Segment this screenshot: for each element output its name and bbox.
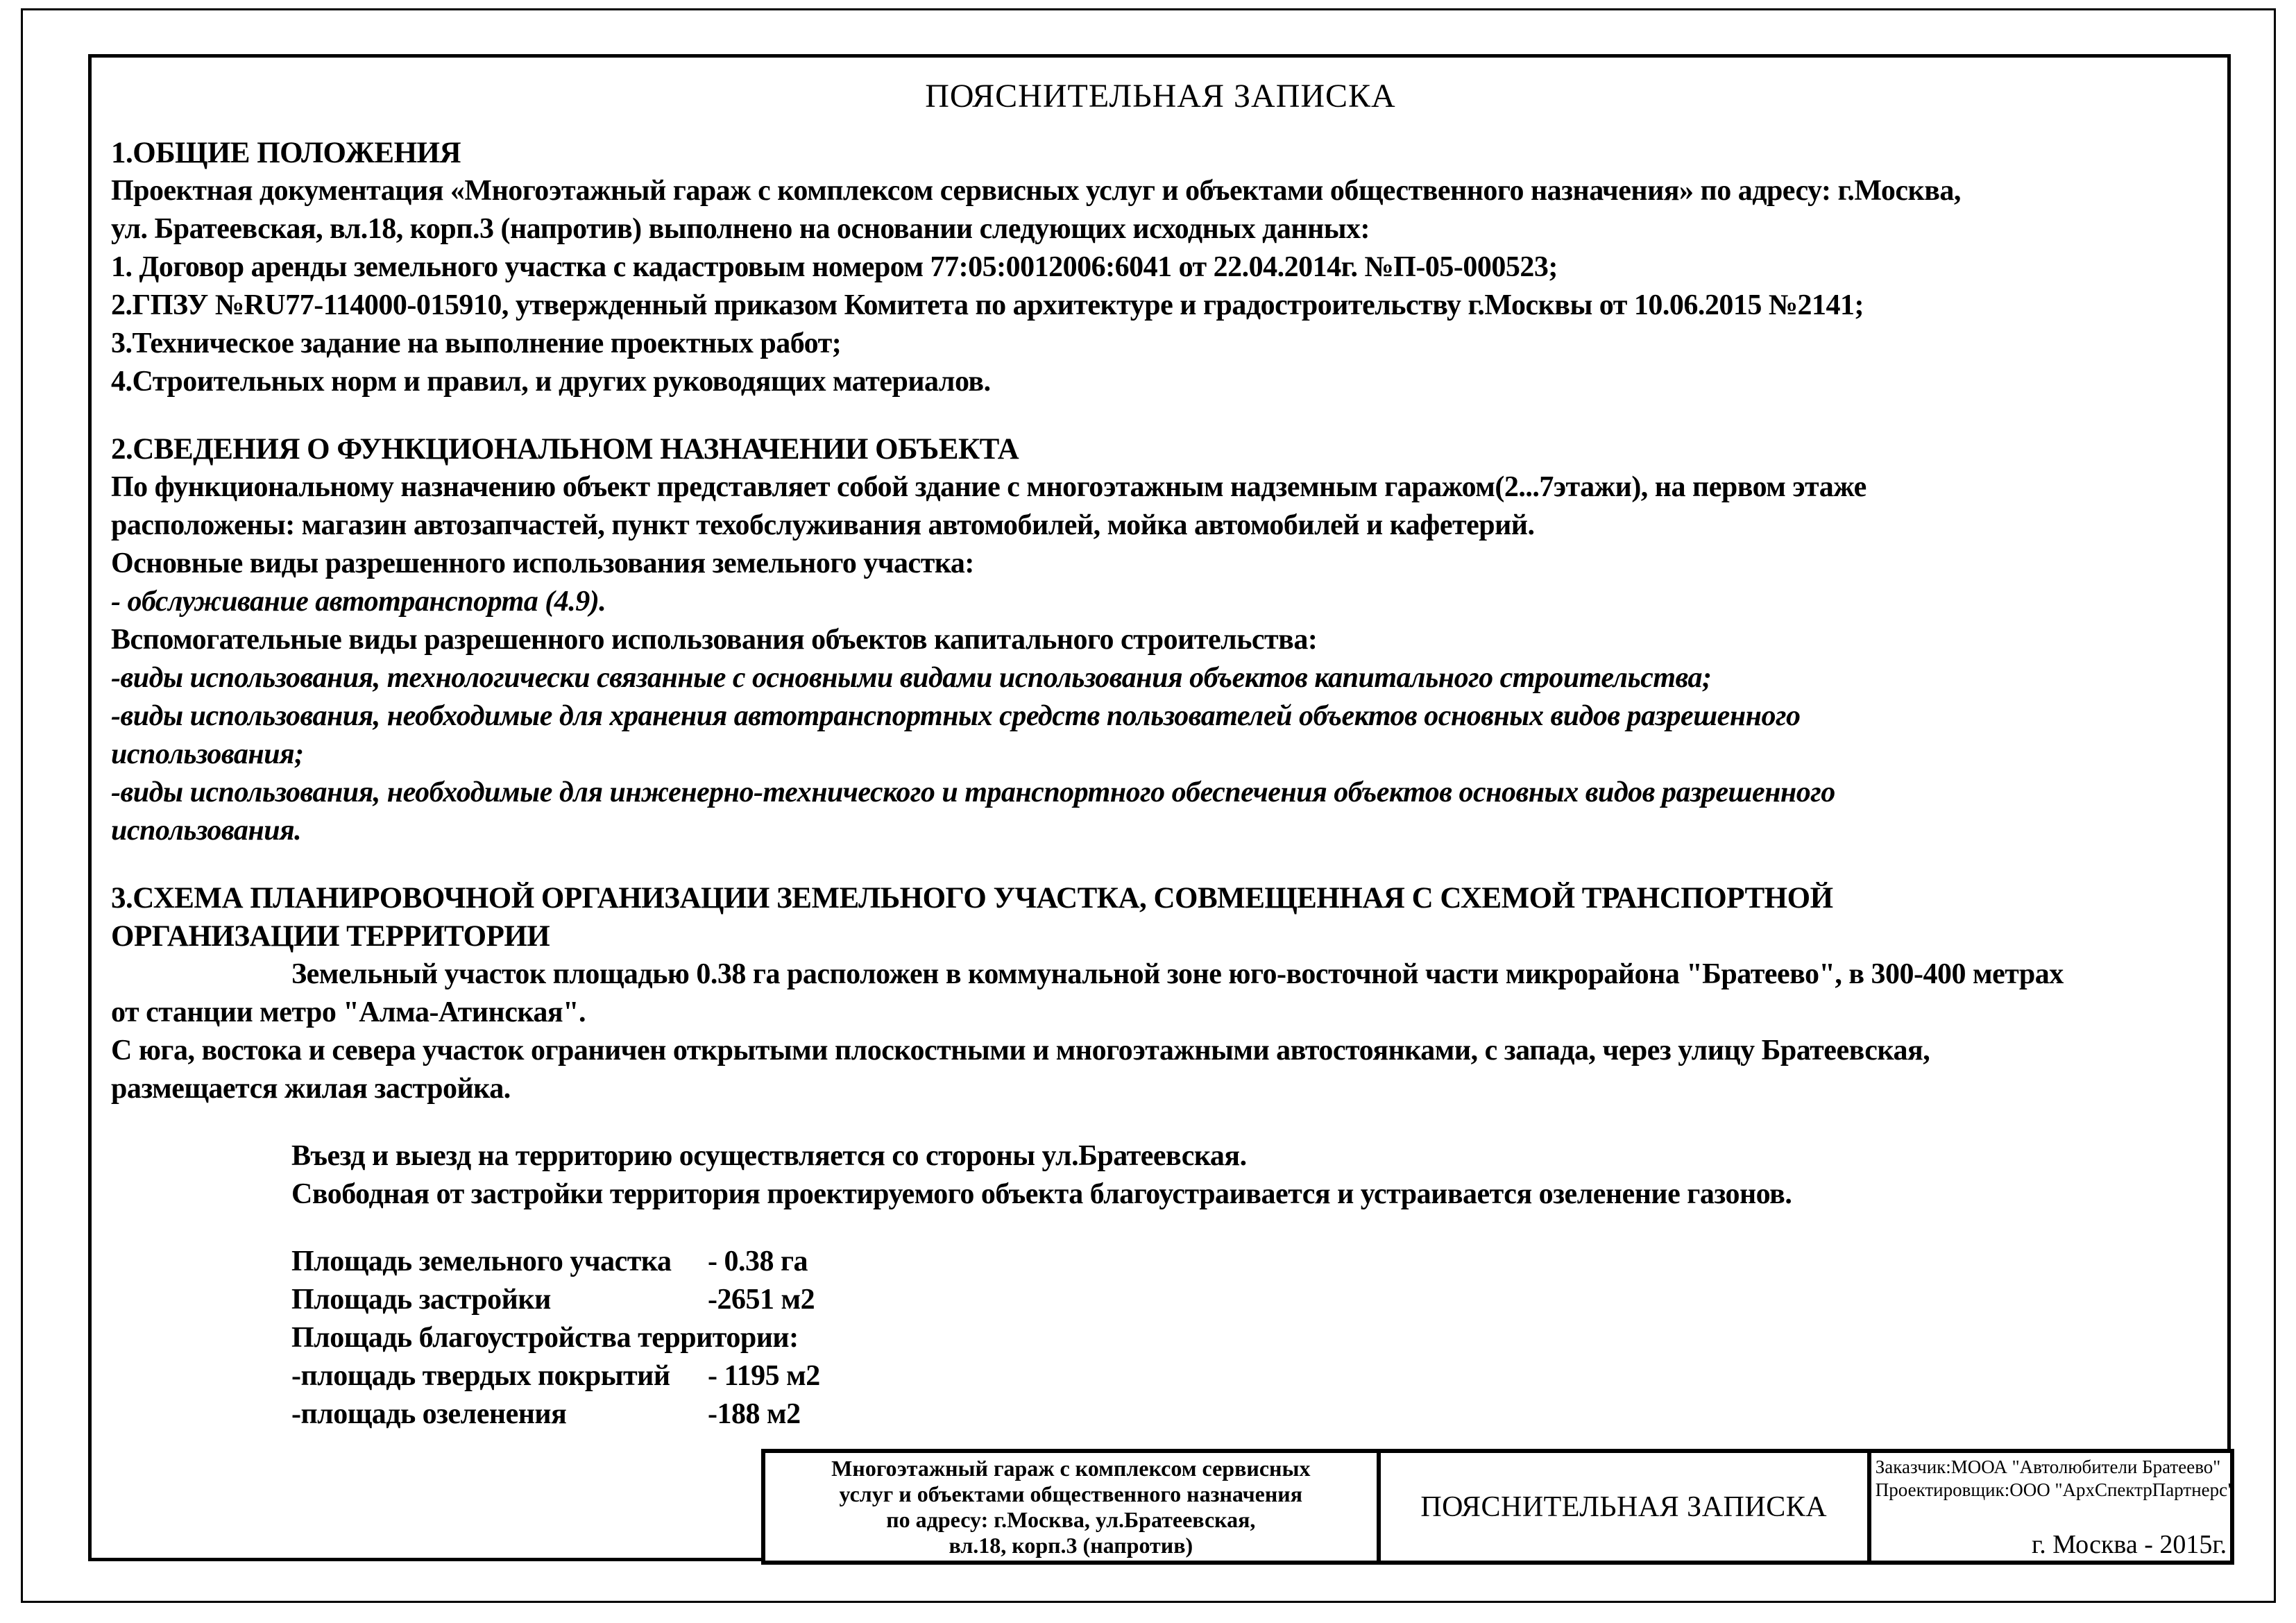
text-line: Проектная документация «Многоэтажный гараж с комплексом сервисных услуг и объектами общественного назначения» по адресу: г.Москва, xyxy=(111,175,1961,207)
text-line: Основные виды разрешенного использования земельного участка: xyxy=(111,547,974,579)
title-block-parties-cell xyxy=(1871,1453,2240,1561)
area-row xyxy=(291,1281,2210,1319)
area-value: -2651 м2 xyxy=(708,1284,815,1316)
area-row xyxy=(291,1319,2210,1357)
section-heading: 2.СВЕДЕНИЯ О ФУНКЦИОНАЛЬНОМ НАЗНАЧЕНИИ ОБЪЕКТА xyxy=(111,433,1019,466)
project-name-line: по адресу: г.Москва, ул.Братеевская, xyxy=(886,1506,1256,1532)
text-line: -виды использования, технологически связанные с основными видами использования объектов капитального строительства; xyxy=(111,662,1712,694)
text-line: использования; xyxy=(111,738,304,770)
text-line: -виды использования, необходимые для инженерно-технического и транспортного обеспечения объектов основных видов разрешенного xyxy=(111,776,1835,808)
area-value: -188 м2 xyxy=(708,1398,801,1430)
text-line: Земельный участок площадью 0.38 га расположен в коммунальной зоне юго-восточной части микрорайона "Братеево", в 300-400 метрах xyxy=(291,958,2064,990)
document-body xyxy=(111,134,2210,1434)
area-value: - 1195 м2 xyxy=(708,1360,820,1392)
designer-line: Проектировщик:ООО "АрхСпектрПартнерс" xyxy=(1875,1479,2236,1500)
area-row xyxy=(291,1243,2210,1281)
text-line: 4.Строительных норм и правил, и других руководящих материалов. xyxy=(111,366,991,398)
text-line: Въезд и выезд на территорию осуществляется со стороны ул.Братеевская. xyxy=(291,1140,1247,1172)
project-name-line: вл.18, корп.3 (напротив) xyxy=(949,1532,1193,1558)
text-line: 3.Техническое задание на выполнение проектных работ; xyxy=(111,328,842,359)
text-line: 2.ГПЗУ №RU77-114000-015910, утвержденный приказом Комитета по архитектуре и градостроительству г.Москвы от 10.06.2015 №2141; xyxy=(111,289,1864,321)
title-block xyxy=(761,1449,2234,1565)
area-label: Площадь земельного участка xyxy=(291,1246,672,1277)
area-label: Площадь застройки xyxy=(291,1284,551,1316)
area-label: -площадь озеленения xyxy=(291,1398,567,1430)
text-line: от станции метро "Алма-Атинская". xyxy=(111,996,586,1028)
text-line: использования. xyxy=(111,815,302,847)
customer-line: Заказчик:МООА "Автолюбители Братеево" xyxy=(1875,1456,2221,1477)
text-line: По функциональному назначению объект представляет собой здание с многоэтажным надземным гаражом(2...7этажи), на первом этаже xyxy=(111,471,1866,503)
title-block-doc-title-cell: ПОЯСНИТЕЛЬНАЯ ЗАПИСКА xyxy=(1381,1453,1871,1561)
paragraph-gap xyxy=(111,850,2210,879)
project-name-line: услуг и объектами общественного назначения xyxy=(839,1481,1303,1506)
project-name-line: Многоэтажный гараж с комплексом сервисных xyxy=(831,1455,1311,1481)
text-line: 1. Договор аренды земельного участка с кадастровым номером 77:05:0012006:6041 от 22.04.2014г. №П-05-000523; xyxy=(111,251,1558,283)
text-line: Свободная от застройки территория проектируемого объекта благоустраивается и устраивается озеленение газонов. xyxy=(291,1178,1792,1210)
area-row xyxy=(291,1357,2210,1395)
text-line: расположены: магазин автозапчастей, пункт техобслуживания автомобилей, мойка автомобилей и кафетерий. xyxy=(111,509,1535,541)
text-line: Вспомогательные виды разрешенного использования объектов капитального строительства: xyxy=(111,624,1318,656)
city-year-line: г. Москва - 2015г. xyxy=(2032,1530,2227,1559)
section-heading: 1.ОБЩИЕ ПОЛОЖЕНИЯ xyxy=(111,137,461,169)
page-title: ПОЯСНИТЕЛЬНАЯ ЗАПИСКА xyxy=(925,78,1396,114)
area-label: Площадь благоустройства территории: xyxy=(291,1322,799,1354)
area-row xyxy=(291,1395,2210,1434)
area-label: -площадь твердых покрытий xyxy=(291,1360,670,1392)
paragraph-gap xyxy=(111,1108,2210,1137)
text-line: - обслуживание автотранспорта (4.9). xyxy=(111,586,606,618)
paragraph-gap xyxy=(111,1214,2210,1243)
text-line: размещается жилая застройка. xyxy=(111,1073,511,1105)
text-line: ул. Братеевская, вл.18, корп.3 (напротив) выполнено на основании следующих исходных данных: xyxy=(111,213,1370,245)
paragraph-gap xyxy=(111,401,2210,430)
text-line: -виды использования, необходимые для хранения автотранспортных средств пользователей объектов основных видов разрешенного xyxy=(111,700,1801,732)
text-line: С юга, востока и севера участок ограничен открытыми плоскостными и многоэтажными автостоянками, с запада, через улицу Братеевская, xyxy=(111,1035,1930,1067)
area-value: - 0.38 га xyxy=(708,1246,808,1277)
title-block-project-cell xyxy=(765,1453,1381,1561)
section-heading: 3.СХЕМА ПЛАНИРОВОЧНОЙ ОРГАНИЗАЦИИ ЗЕМЕЛЬНОГО УЧАСТКА, СОВМЕЩЕННАЯ С СХЕМОЙ ТРАНСПОРТНОЙ xyxy=(111,882,1833,915)
page-frame xyxy=(88,54,2231,1561)
page-content xyxy=(92,58,2227,1434)
section-heading: ОРГАНИЗАЦИИ ТЕРРИТОРИИ xyxy=(111,920,550,953)
